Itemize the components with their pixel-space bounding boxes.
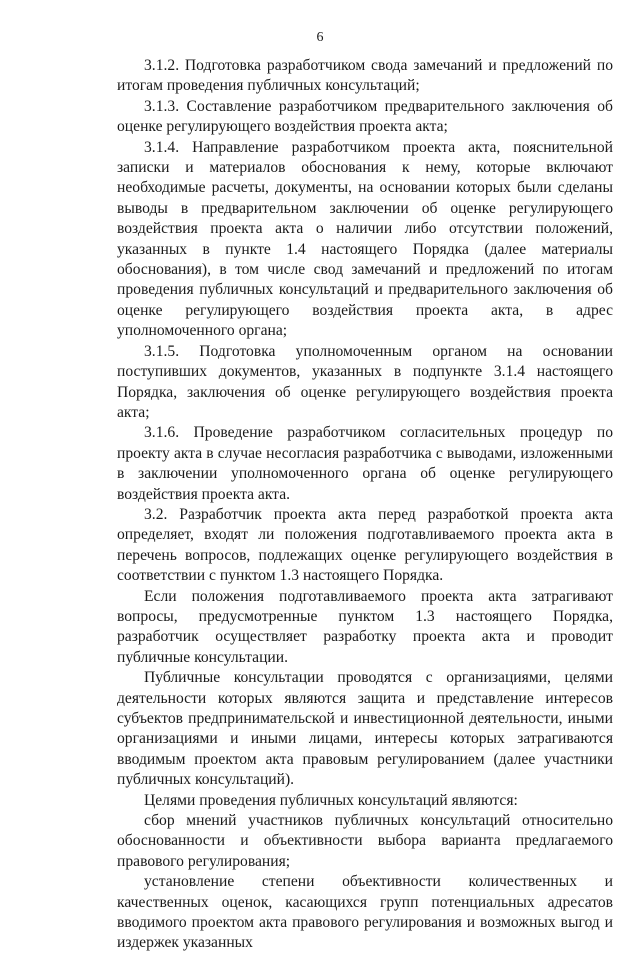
page-body: [117, 56, 613, 954]
paragraph-3-1-6: 3.1.6. Проведение разработчиком согласительных процедур по проекту акта в случае несогласия разработчика с выводами, изложенными в заключении уполномоченного органа об оценке регулирующего воздействия проекта акта.: [117, 424, 613, 503]
paragraph-goals-intro: Целями проведения публичных консультаций являются:: [144, 791, 518, 809]
paragraph-3-1-5: 3.1.5. Подготовка уполномоченным органом на основании поступивших документов, указанных в подпункте 3.1.4 настоящего Порядка, заключения об оценке регулирующего воздействия проекта акта;: [117, 342, 613, 421]
paragraph-if-provisions: Если положения подготавливаемого проекта акта затрагивают вопросы, предусмотренные пунктом 1.3 настоящего Порядка, разработчик осуществляет разработку проекта акта и проводит публичные консультации.: [117, 587, 613, 666]
paragraph-3-1-2: 3.1.2. Подготовка разработчиком свода замечаний и предложений по итогам проведения публичных консультаций;: [117, 57, 613, 95]
paragraph-public-consultations: Публичные консультации проводятся с организациями, целями деятельности которых являются защита и представление интересов субъектов предпринимательской и инвестиционной деятельности, иными организациями и иными лицами, интересы которых затрагиваются вводимым проектом акта правовым регулированием (далее участники публичных консультаций).: [117, 669, 613, 789]
paragraph-3-2: 3.2. Разработчик проекта акта перед разработкой проекта акта определяет, входят ли положения подготавливаемого проекта акта в перечень вопросов, подлежащих оценке регулирующего воздействия в соответствии с пунктом 1.3 настоящего Порядка.: [117, 505, 613, 585]
paragraph-3-1-3: 3.1.3. Составление разработчиком предварительного заключения об оценке регулирующего воздействия проекта акта;: [117, 97, 613, 136]
page-number: 6: [316, 30, 324, 45]
paragraph-goal-objectivity: установление степени объективности количественных и качественных оценок, касающихся групп потенциальных адресатов вводимого проектом акта правового регулирования и возможных выгод и издержек указанных: [117, 873, 613, 952]
paragraph-3-1-4: 3.1.4. Направление разработчиком проекта акта, пояснительной записки и материалов обоснования к нему, которые включают необходимые расчеты, документы, на основании которых были сделаны выводы в предварительном заключении об оценке регулирующего воздействия проекта акта о наличии либо отсутствии положений, указанных в пункте 1.4 настоящего Порядка (далее материалы обоснования), в том числе свод замечаний и предложений по итогам проведения публичных консультаций и предварительного заключения об оценке регулирующего воздействия проекта акта, в адрес уполномоченного органа;: [117, 138, 613, 340]
paragraph-goal-opinions: сбор мнений участников публичных консультаций относительно обоснованности и объективности выбора варианта предлагаемого правового регулирования;: [117, 812, 613, 870]
